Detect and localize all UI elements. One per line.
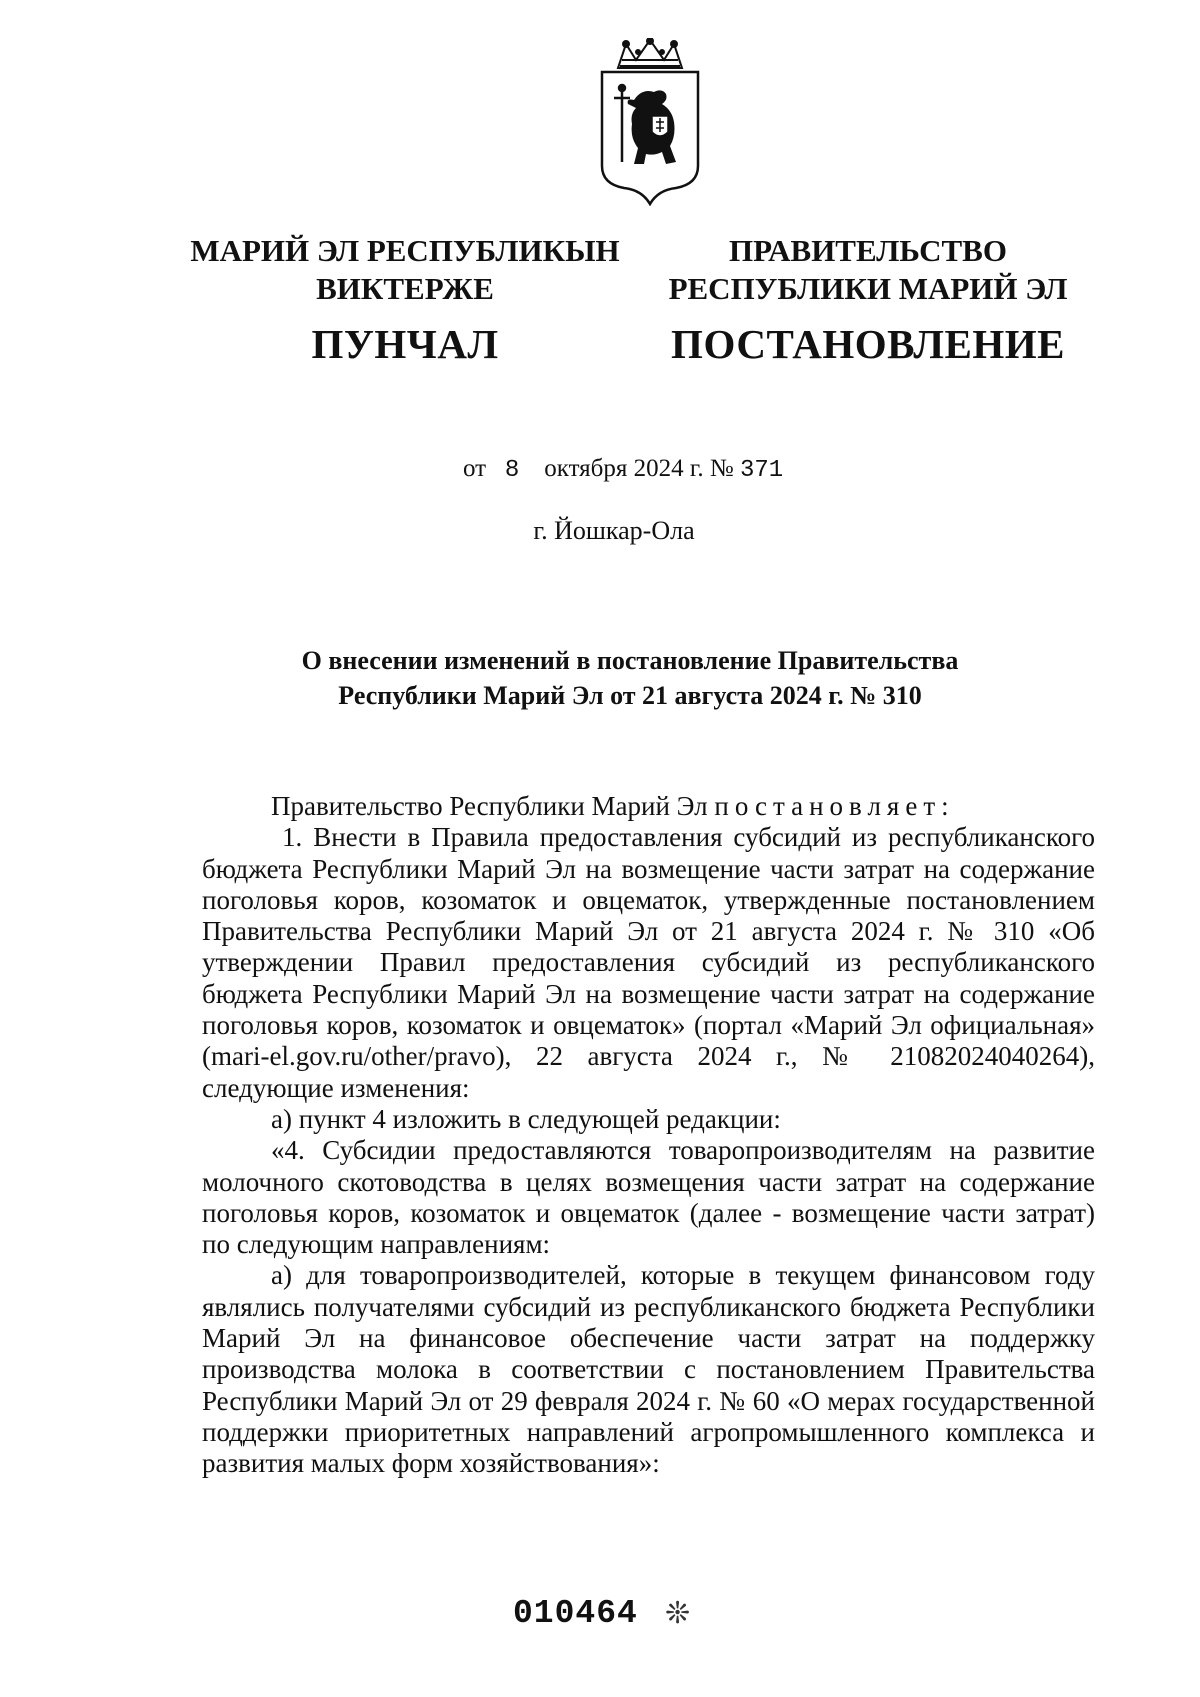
header-russian-doc-type: ПОСТАНОВЛЕНИЕ — [671, 321, 1065, 367]
coat-of-arms-icon — [596, 38, 704, 206]
header-russian-line2: РЕСПУБЛИКИ МАРИЙ ЭЛ — [668, 271, 1068, 306]
form-mark-icon: ❊ — [665, 1597, 691, 1630]
header-mari-line1: МАРИЙ ЭЛ РЕСПУБЛИКЫН — [190, 233, 620, 268]
header-mari-doc-type: ПУНЧАЛ — [311, 321, 499, 367]
document-title — [200, 643, 1060, 713]
date-prefix: от — [463, 455, 487, 482]
document-number: 371 — [739, 457, 784, 484]
body-paragraph-4: а) для товаропроизводителей, которые в текущем финансовом году являлись получателями субсидий из республиканского бюджета Республики Марий Эл на финансовое обеспечение части затрат на поддержку производства молока в соответствии с постановлением Правительства Республики Марий Эл от 29 февраля 2024 г. № 60 «О мерах государственной поддержки приоритетных направлений агропромышленного комплекса и развития малых форм хозяйствования»: — [202, 1260, 1095, 1479]
title-line1: О внесении изменений в постановление Правительства — [301, 646, 959, 675]
header-mari — [185, 232, 625, 368]
body-preamble — [202, 791, 1095, 822]
form-serial-number: 010464 — [513, 1595, 638, 1632]
date-day: 8 — [504, 457, 520, 484]
preamble-decree-word: постановляет: — [714, 791, 955, 821]
document-city: г. Йошкар-Ола — [533, 516, 695, 545]
header-russian-line1: ПРАВИТЕЛЬСТВО — [729, 233, 1007, 268]
preamble-text: Правительство Республики Марий Эл — [271, 791, 715, 821]
body-paragraph-2: а) пункт 4 изложить в следующей редакции: — [271, 1103, 781, 1134]
header-russian — [648, 232, 1088, 368]
body-paragraph-3: «4. Субсидии предоставляются товаропроизводителям на развитие молочного скотоводства в целях возмещения части затрат на содержание поголовья коров, козоматок и овцематок (далее - возмещение части затрат) по следующим направлениям: — [202, 1135, 1095, 1260]
body-paragraph-1: 1. Внести в Правила предоставления субсидий из республиканского бюджета Республики Марий Эл на возмещение части затрат на содержание поголовья коров, козоматок и овцематок, утвержденные постановлением Правительства Республики Марий Эл от 21 августа 2024 г. № 310 «Об утверждении Правил предоставления субсидий из республиканского бюджета Республики Марий Эл на возмещение части затрат на содержание поголовья коров, козоматок и овцематок» (портал «Марий Эл официальная» (mari-el.gov.ru/other/pravo), 22 августа 2024 г., № 21082024040264), следующие изменения: — [202, 822, 1095, 1103]
header-mari-line2: ВИКТЕРЖЕ — [316, 271, 494, 306]
date-month-year: октября 2024 г. № — [544, 455, 734, 482]
document-date — [463, 455, 783, 484]
document-body — [202, 791, 1095, 1480]
title-line2: Республики Марий Эл от 21 августа 2024 г. № 310 — [338, 681, 922, 710]
